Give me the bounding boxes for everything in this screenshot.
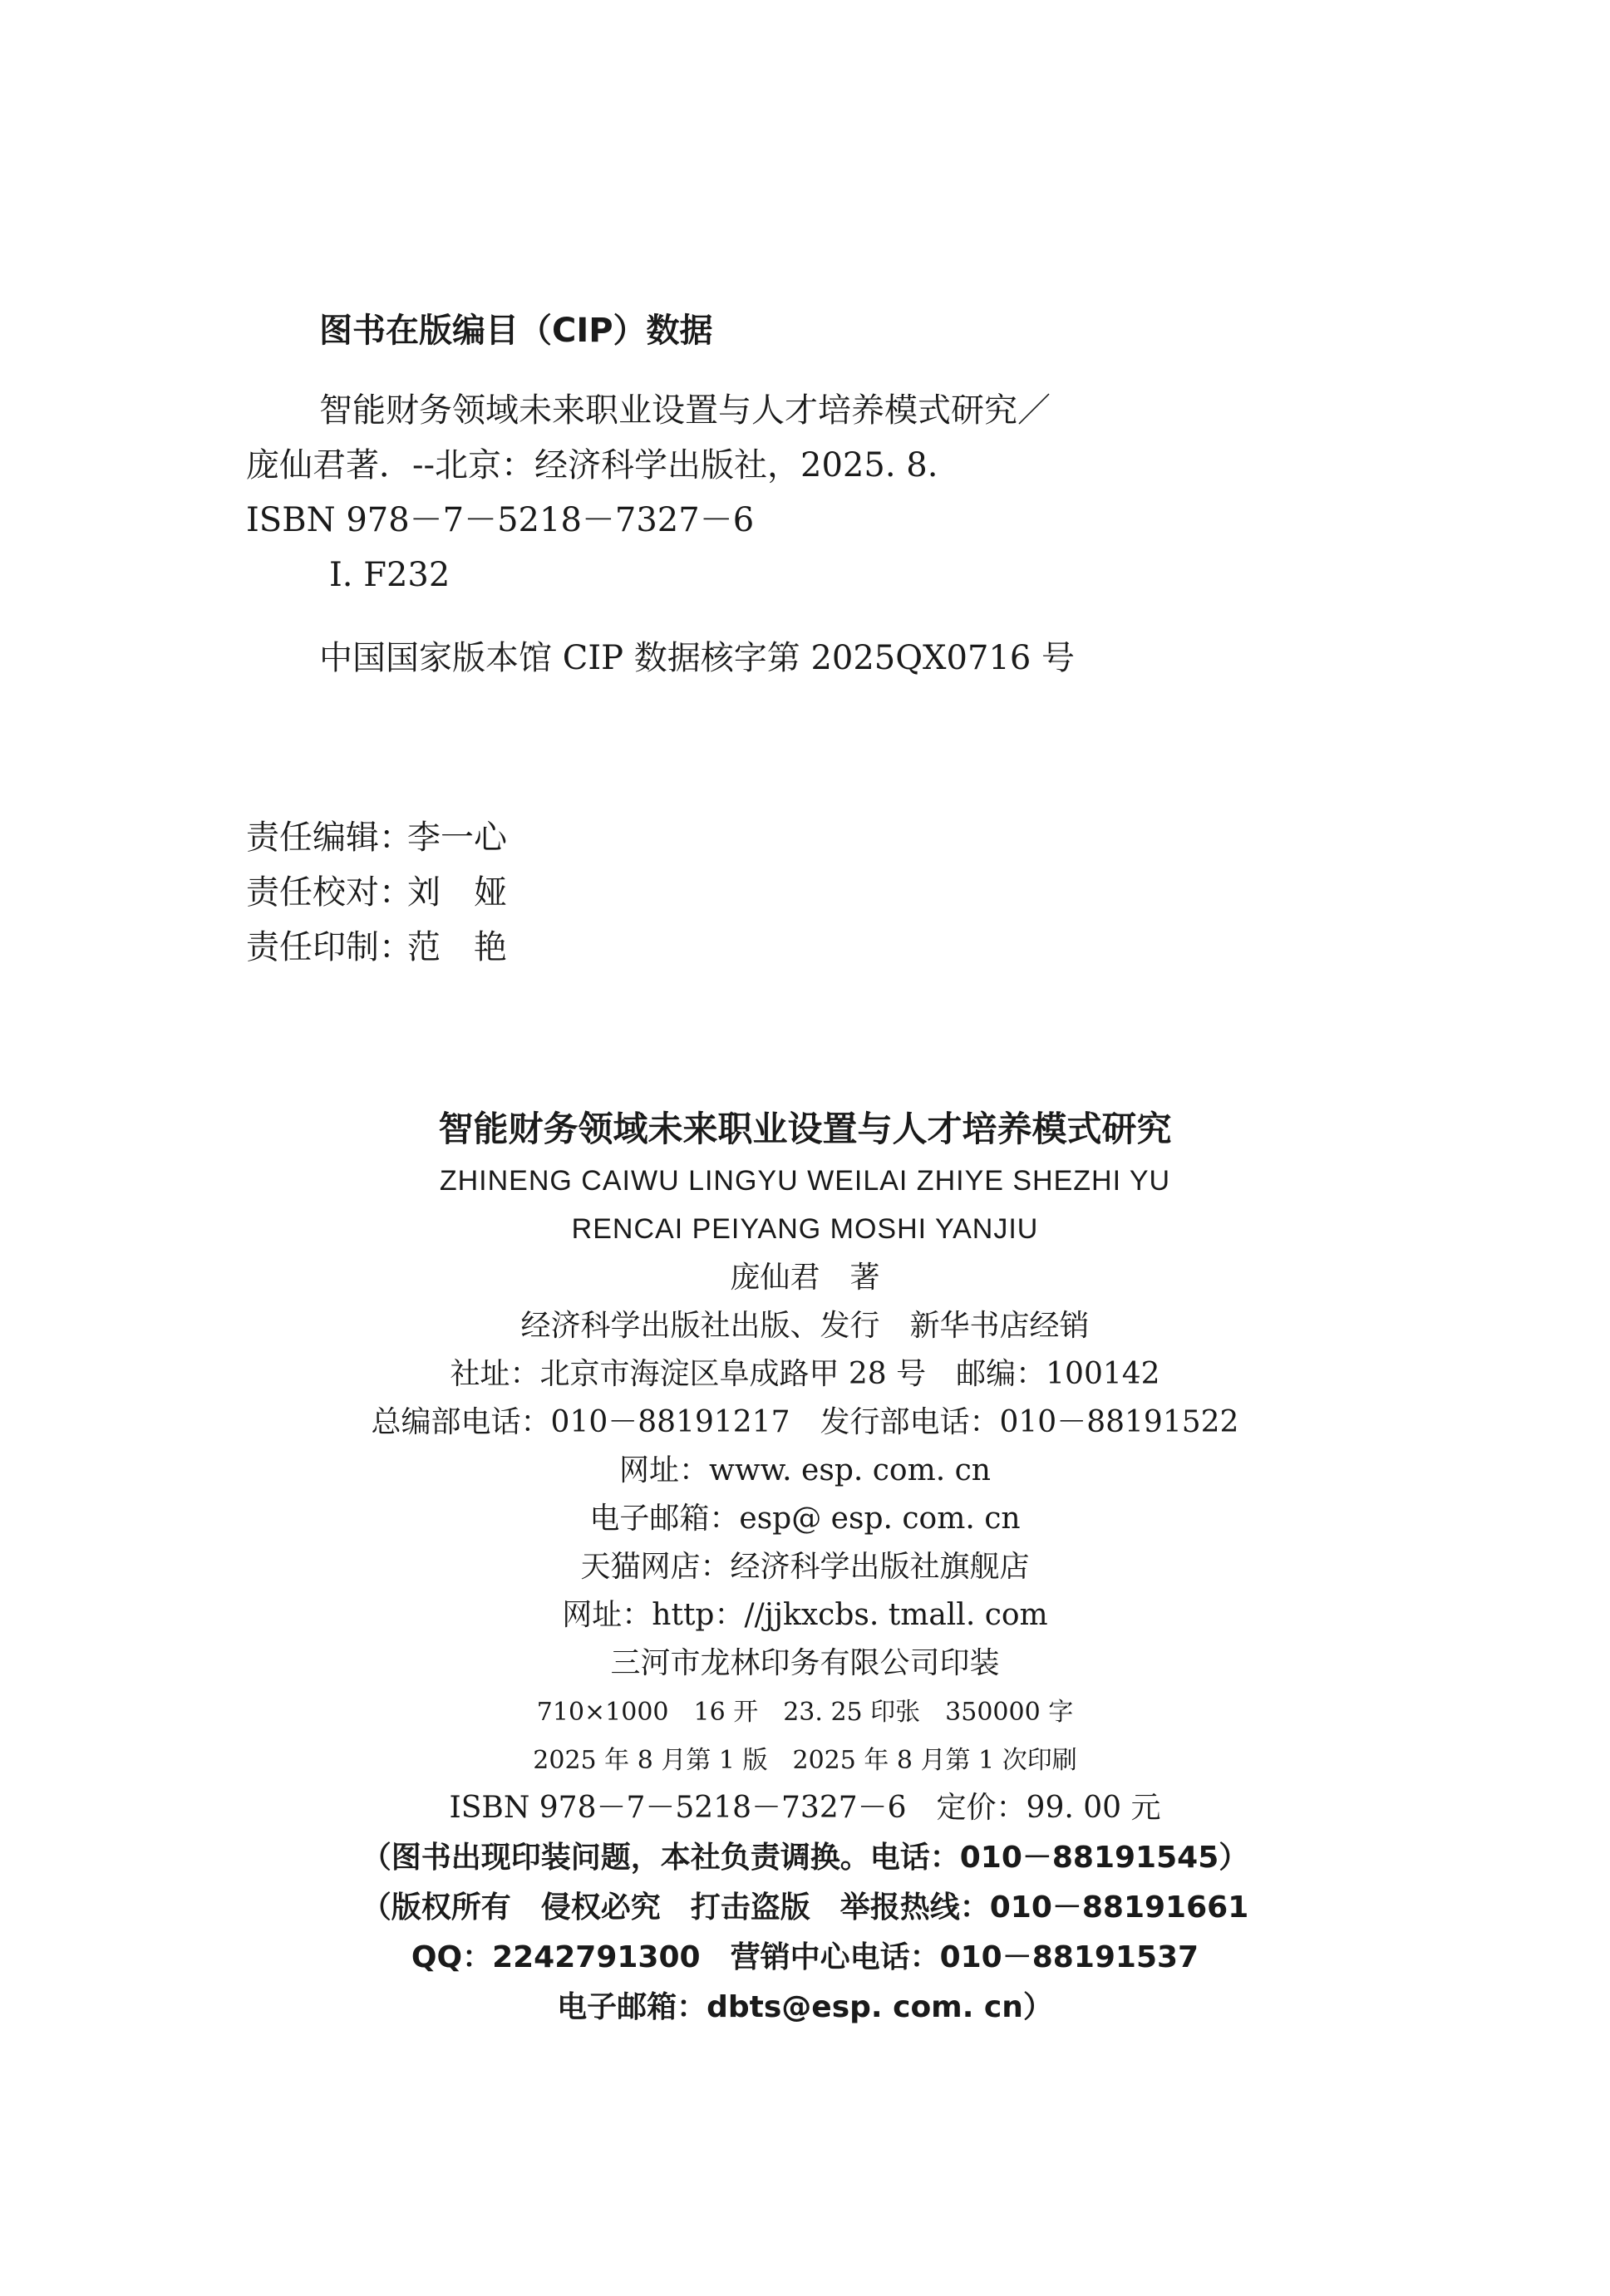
colophon-specs: 710×1000 16 开 23. 25 印张 350000 字 bbox=[536, 1698, 1074, 1727]
colophon-tmall-store: 天猫网店：经济科学出版社旗舰店 bbox=[580, 1550, 1030, 1584]
cip-classification-line: Ⅰ. F232 bbox=[329, 556, 451, 594]
cip-isbn-line: ISBN 978－7－5218－7327－6 bbox=[246, 501, 755, 539]
cip-heading: 图书在版编目（CIP）数据 bbox=[319, 312, 713, 350]
colophon-notice-3: QQ：2242791300 营销中心电话：010－88191537 bbox=[411, 1940, 1199, 1974]
colophon-phones: 总编部电话：010－88191217 发行部电话：010－88191522 bbox=[371, 1405, 1239, 1439]
credit-printing: 责任印制：范 艳 bbox=[246, 928, 507, 966]
credit-label: 责任印制 bbox=[246, 928, 379, 966]
colophon-tmall-url: 网址：http：//jjkxcbs. tmall. com bbox=[562, 1598, 1048, 1632]
colophon-notice-4: 电子邮箱：dbts@esp. com. cn） bbox=[557, 1990, 1053, 2024]
colophon-printer: 三河市龙林印务有限公司印装 bbox=[610, 1646, 1000, 1680]
colophon-notice-1: （图书出现印装问题，本社负责调换。电话：010－88191545） bbox=[361, 1841, 1249, 1875]
credit-label: 责任编辑 bbox=[246, 819, 379, 857]
colophon-author: 庞仙君 著 bbox=[730, 1261, 880, 1295]
credit-label: 责任校对 bbox=[246, 873, 379, 912]
credit-value: 范 艳 bbox=[407, 928, 507, 966]
colophon-pinyin-line-2: RENCAI PEIYANG MOSHI YANJIU bbox=[571, 1213, 1039, 1245]
cip-title-line: 智能财务领域未来职业设置与人才培养模式研究／ bbox=[319, 391, 1051, 430]
colophon-isbn-price: ISBN 978－7－5218－7327－6 定价：99. 00 元 bbox=[449, 1791, 1161, 1825]
colophon-publisher: 经济科学出版社出版、发行 新华书店经销 bbox=[520, 1309, 1090, 1343]
colophon-website: 网址：www. esp. com. cn bbox=[619, 1453, 991, 1487]
cip-author-publisher-line: 庞仙君著．--北京：经济科学出版社，2025. 8. bbox=[246, 446, 938, 484]
colophon-address: 社址：北京市海淀区阜成路甲 28 号 邮编：100142 bbox=[450, 1357, 1160, 1391]
colophon-email: 电子邮箱：esp@ esp. com. cn bbox=[589, 1502, 1021, 1536]
colophon-notice-2: （版权所有 侵权必究 打击盗版 举报热线：010－88191661 bbox=[361, 1890, 1249, 1925]
credit-value: 李一心 bbox=[407, 819, 507, 857]
credit-proofreader: 责任校对：刘 娅 bbox=[246, 873, 507, 912]
colophon-pinyin-line-1: ZHINENG CAIWU LINGYU WEILAI ZHIYE SHEZHI YU bbox=[439, 1165, 1171, 1197]
colophon-title: 智能财务领域未来职业设置与人才培养模式研究 bbox=[438, 1109, 1172, 1149]
credit-value: 刘 娅 bbox=[407, 873, 507, 912]
colophon-edition: 2025 年 8 月第 1 版 2025 年 8 月第 1 次印刷 bbox=[533, 1746, 1077, 1775]
credit-editor: 责任编辑：李一心 bbox=[246, 819, 507, 857]
cip-record-line: 中国国家版本馆 CIP 数据核字第 2025QX0716 号 bbox=[319, 639, 1076, 677]
